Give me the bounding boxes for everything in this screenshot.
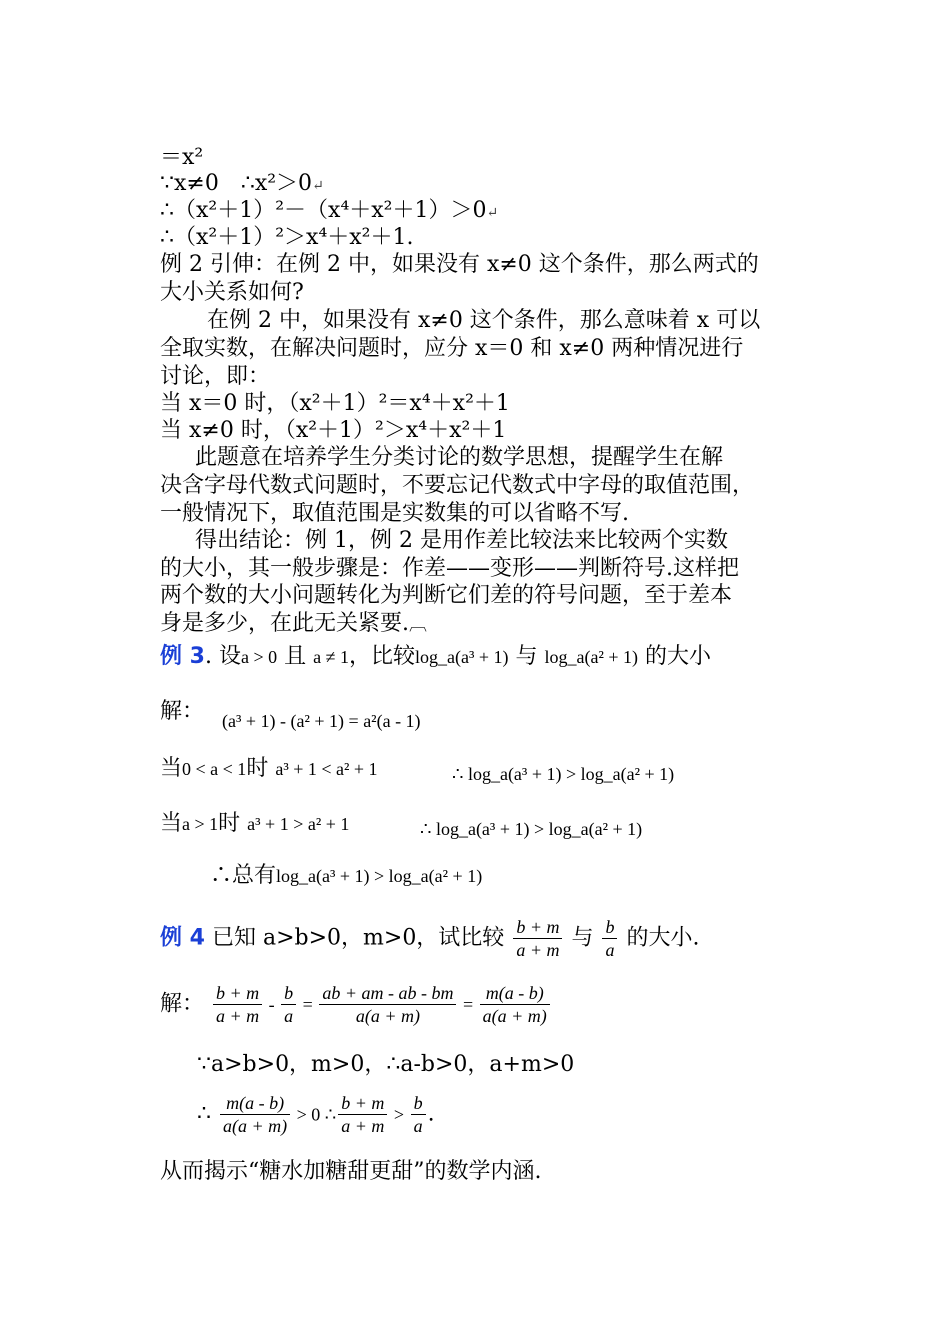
line-7: 在例 2 中，如果没有 x≠0 这个条件，那么意味着 x 可以 bbox=[207, 308, 761, 333]
line-14: 一般情况下，取值范围是实数集的可以省略不写. bbox=[160, 501, 629, 526]
example-3-label: 例 3 bbox=[160, 644, 205, 669]
example-4-therefore: ∴ $\frac{m(a - b)}{a(a + m)}$ > 0 ∴ $\frac{b + m}{a + m}$ > $\frac{b}{a}$ . bbox=[197, 1093, 435, 1136]
example-4-solution: 解： $\frac{b + m}{a + m}$ - $\frac{b}{a}$ = $\frac{ab + am - ab - bm}{a(a + m)}$ = $\frac{m(a - b)}{a(a + m)}$ bbox=[160, 982, 552, 1027]
example-3-case-1: 当0 < a < 1时 a³ + 1 < a² + 1 bbox=[160, 756, 378, 781]
example-3-heading: 例 3. 设a > 0 且 a ≠ 1，比较log_a(a³ + 1) 与 log_a(a² + 1) 的大小 bbox=[160, 644, 712, 669]
example-3-case-2: 当a > 1时 a³ + 1 > a² + 1 bbox=[160, 811, 350, 836]
line-8: 全取实数，在解决问题时，应分 x＝0 和 x≠0 两种情况进行 bbox=[160, 336, 744, 361]
line-11: 当 x≠0 时，（x²＋1）²＞x⁴＋x²＋1 bbox=[160, 418, 507, 443]
line-9: 讨论，即： bbox=[160, 364, 271, 389]
example-3-solution-expr: (a³ + 1) - (a² + 1) = a²(a - 1) bbox=[222, 711, 421, 731]
example-4-since: ∵a>b>0，m>0，∴a-b>0，a+m>0 bbox=[197, 1052, 575, 1077]
line-1: ＝x² bbox=[160, 145, 204, 170]
line-4: ∴（x²＋1）²＞x⁴＋x²＋1. bbox=[160, 225, 414, 250]
example-3-always: ∴总有log_a(a³ + 1) > log_a(a² + 1) bbox=[210, 863, 483, 888]
line-15: 得出结论：例 1，例 2 是用作差比较法来比较两个实数 bbox=[195, 528, 728, 553]
paragraph-mark: ↵ bbox=[312, 178, 324, 194]
line-16: 的大小，其一般步骤是：作差——变形——判断符号.这样把 bbox=[160, 556, 739, 581]
section-mark: ︹ bbox=[409, 614, 427, 635]
fraction-b-over-a: $\frac{b}{a}$ bbox=[602, 916, 617, 961]
log-expr-1: log_a(a³ + 1) bbox=[415, 647, 509, 667]
conclusion: 从而揭示“糖水加糖甜更甜”的数学内涵. bbox=[160, 1159, 542, 1184]
line-5: 例 2 引伸：在例 2 中，如果没有 x≠0 这个条件，那么两式的 bbox=[160, 252, 759, 277]
example-4-label: 例 4 bbox=[160, 925, 205, 951]
line-3: ∴（x²＋1）²－（x⁴＋x²＋1）＞0↵ bbox=[160, 198, 499, 223]
fraction-b-plus-m-over-a-plus-m: $\frac{b + m}{a + m}$ bbox=[513, 916, 562, 961]
log-expr-2: log_a(a² + 1) bbox=[544, 647, 639, 667]
example-3-case-2-conclusion: ∴ log_a(a³ + 1) > log_a(a² + 1) bbox=[420, 819, 643, 839]
line-10: 当 x＝0 时，（x²＋1）²＝x⁴＋x²＋1 bbox=[160, 391, 510, 416]
line-13: 决含字母代数式问题时，不要忘记代数式中字母的取值范围， bbox=[160, 473, 755, 498]
example-4-heading: 例 4 已知 a>b>0，m>0，试比较 $\frac{b + m}{a + m}$ 与 $\frac{b}{a}$ 的大小. bbox=[160, 917, 700, 960]
line-17: 两个数的大小问题转化为判断它们差的符号问题，至于差本 bbox=[160, 583, 733, 608]
example-3-case-1-conclusion: ∴ log_a(a³ + 1) > log_a(a² + 1) bbox=[452, 764, 675, 784]
line-2: ∵x≠0 ∴x²＞0↵ bbox=[160, 171, 324, 196]
paragraph-mark: ↵ bbox=[486, 205, 499, 221]
example-3-solution: 解： bbox=[160, 699, 205, 724]
line-12: 此题意在培养学生分类讨论的数学思想，提醒学生在解 bbox=[195, 445, 724, 470]
line-18: 身是多少，在此无关紧要.︹ bbox=[160, 611, 427, 636]
line-6: 大小关系如何? bbox=[160, 280, 304, 305]
